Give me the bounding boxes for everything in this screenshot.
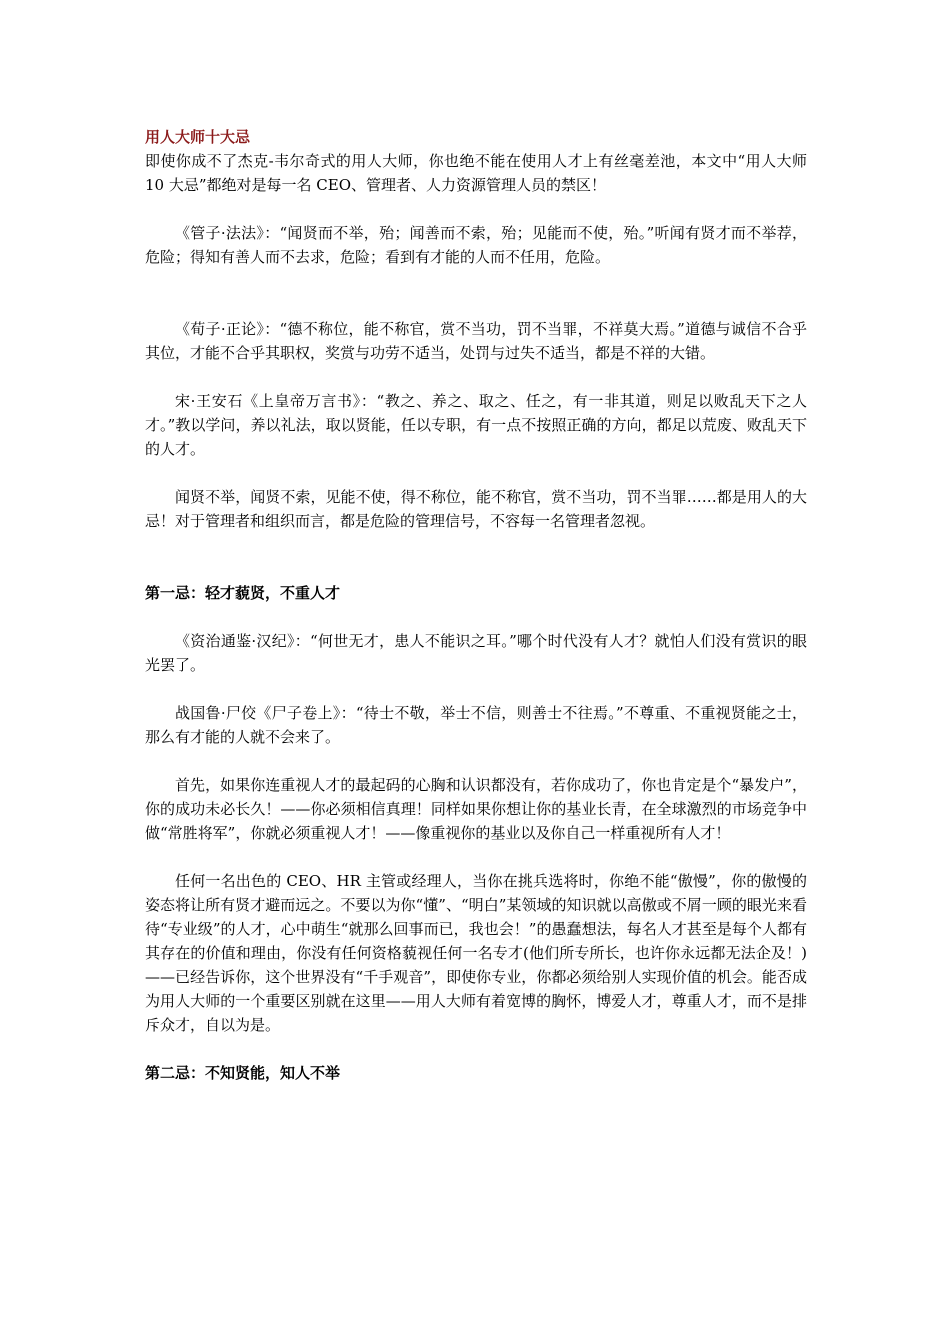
- section1-paragraph-4: 任何一名出色的 CEO、HR 主管或经理人，当你在挑兵选将时，你绝不能“傲慢”，你的傲慢的姿态将让所有贤才避而远之。不要以为你“懂”、“明白”某领域的知识就以高傲或不屑一顾的眼光来看待“专业级”的人才，心中萌生“就那么回事而已，我也会！”的愚蠢想法，每名人才甚至是每个人都有其存在的价值和理由，你没有任何资格藐视任何一名专才(他们所专所长，也许你永远都无法企及！)——已经告诉你，这个世界没有“千手观音”，即使你专业，你都必须给别人实现价值的机会。能否成为用人大师的一个重要区别就在这里——用人大师有着宽博的胸怀，博爱人才，尊重人才，而不是排斥众才，自以为是。: [145, 872, 807, 1034]
- section-heading-2: 第二忌：不知贤能，知人不举: [145, 1064, 341, 1082]
- section-heading-1: 第一忌：轻才藐贤，不重人才: [145, 584, 341, 602]
- section1-paragraph-3: 首先，如果你连重视人才的最起码的心胸和认识都没有，若你成功了，你也肯定是个“暴发户”，你的成功未必长久！——你必须相信真理！同样如果你想让你的基业长青，在全球激烈的市场竞争中做“常胜将军”，你就必须重视人才！——像重视你的基业以及你自己一样重视所有人才！: [145, 776, 807, 842]
- document-title: 用人大师十大忌: [145, 128, 251, 146]
- paragraph-guanzi: 《管子·法法》：“闻贤而不举，殆；闻善而不索，殆；见能而不使，殆。”听闻有贤才而不举荐，危险；得知有善人而不去求，危险；看到有才能的人而不任用，危险。: [145, 224, 807, 266]
- intro-paragraph: 即使你成不了杰克-韦尔奇式的用人大师，你也绝不能在使用人才上有丝毫差池，本文中“用人大师 10 大忌”都绝对是每一名 CEO、管理者、人力资源管理人员的禁区！: [145, 152, 807, 194]
- paragraph-xunzi: 《荀子·正论》：“德不称位，能不称官，赏不当功，罚不当罪，不祥莫大焉。”道德与诚信不合乎其位，才能不合乎其职权，奖赏与功劳不适当，处罚与过失不适当，都是不祥的大错。: [145, 320, 807, 362]
- document-page: [145, 125, 807, 1085]
- paragraph-wanganshi: 宋·王安石《上皇帝万言书》：“教之、养之、取之、任之，有一非其道，则足以败乱天下之人才。”教以学问，养以礼法，取以贤能，任以专职，有一点不按照正确的方向，都足以荒废、败乱天下的人才。: [145, 392, 807, 458]
- section1-paragraph-1: 《资治通鉴·汉纪》：“何世无才，患人不能识之耳。”哪个时代没有人才？就怕人们没有赏识的眼光罢了。: [145, 632, 807, 674]
- section1-paragraph-2: 战国鲁·尸佼《尸子卷上》：“待士不敬，举士不信，则善士不往焉。”不尊重、不重视贤能之士，那么有才能的人就不会来了。: [145, 704, 807, 746]
- paragraph-summary: 闻贤不举，闻贤不索，见能不使，得不称位，能不称官，赏不当功，罚不当罪……都是用人的大忌！对于管理者和组织而言，都是危险的管理信号，不容每一名管理者忽视。: [145, 488, 807, 530]
